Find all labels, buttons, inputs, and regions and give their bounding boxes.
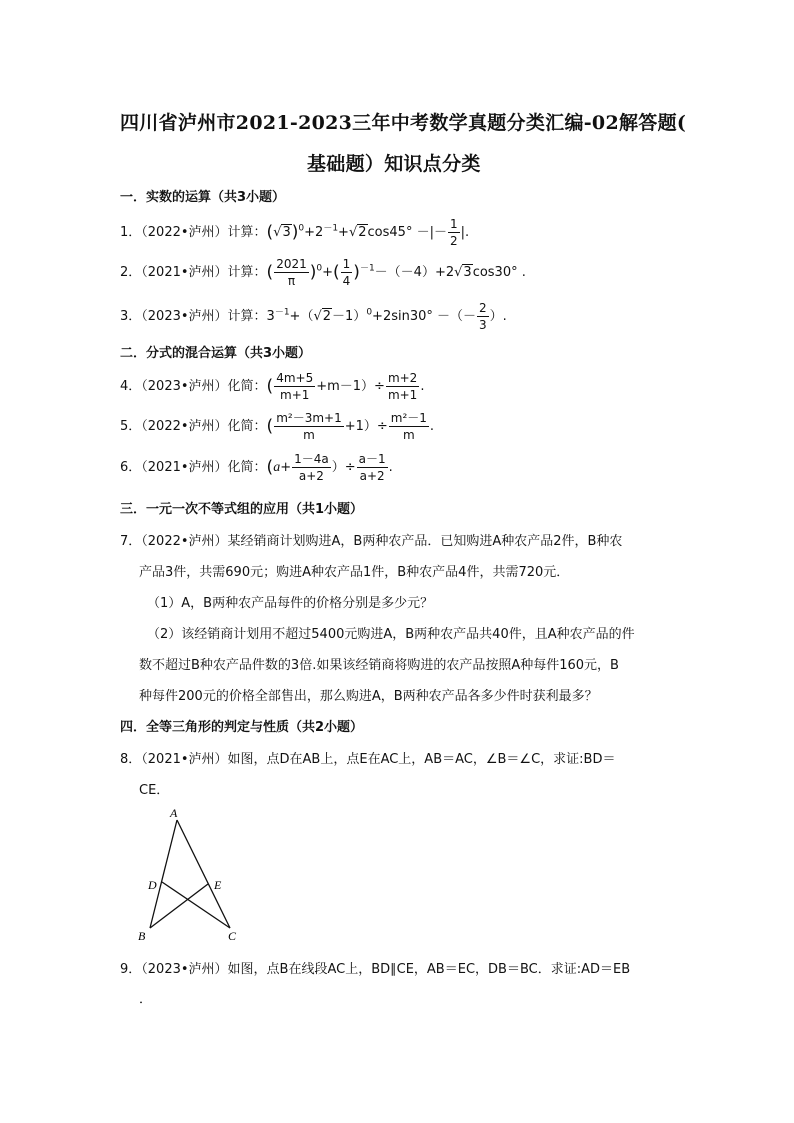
question-3: 3．（2023•泸州）计算：$3^{-1}+(√2-1)^0+2\sin 30^\circ$ －（－ $\frac{2}{3}$ ）. [120, 301, 507, 332]
question-4: 4．（2023•泸州）化简：( $\frac{4m+5}{m+1}$ +m－1）÷ $\frac{m+2}{m+1}$ . [120, 371, 425, 402]
label-E: E [214, 878, 222, 892]
label-C: C [228, 929, 237, 943]
question-8-line1: 8．（2021•泸州）如图，点D在AB上，点E在AC上，AB＝AC，∠B＝∠C，求证:BD＝ [120, 752, 616, 767]
fraction: $\frac{2}{3}$ [479, 301, 487, 332]
question-9-line2: ． [139, 992, 153, 1007]
section-heading-1: 一．实数的运算（共3小题） [120, 190, 286, 205]
fraction: $\frac{\text{m²－3m+1}}{m}$ [276, 411, 342, 442]
fraction: $\frac{2021}{\pi}$ [276, 257, 307, 288]
question-source: （2022•泸州）计算： [141, 225, 267, 240]
fraction: $\frac{4m+5}{m+1}$ [276, 371, 314, 402]
question-1: 1．（2022•泸州）计算：$(√3)^0+2^{-1}+√2\cos 45^\circ$ －|－ $\frac{1}{2}$ |. [120, 217, 470, 248]
question-6: 6．（2021•泸州）化简：(a+ $\frac{1-4a}{a+2}$ ）÷ $\frac{a-1}{a+2}$ . [120, 452, 393, 483]
question-7-part2-line3: 种每件200元的价格全部售出，那么购进A，B两种农产品各多少件时获利最多？ [139, 689, 598, 704]
segment-AC [177, 820, 230, 928]
page-title-line2: 基础题）知识点分类 [307, 153, 481, 175]
question-8-line2: CE． [139, 783, 170, 798]
fraction: $\frac{\text{m²－1}}{m}$ [390, 411, 427, 442]
fraction: $\frac{1}{4}$ [342, 257, 351, 288]
question-2: 2．（2021•泸州）计算：( $\frac{2021}{\pi}$ )$^0$+( $\frac{1}{4}$ )$^{-1}$－（－4）+2√3cos30° . [120, 257, 526, 288]
section-heading-3: 三．一元一次不等式组的应用（共1小题） [120, 502, 364, 517]
section-heading-2: 二．分式的混合运算（共3小题） [120, 346, 312, 361]
question-9-line1: 9．（2023•泸州）如图，点B在线段AC上，BD∥CE，AB＝EC，DB＝BC．求证:AD＝EB [120, 962, 631, 977]
question-5: 5．（2022•泸州）化简：( $\frac{\text{m²－3m+1}}{m}$ +1）÷ $\frac{\text{m²－1}}{m}$ . [120, 411, 435, 442]
question-7-part2-line1: （2）该经销商计划用不超过5400元购进A，B两种农产品共40件，且A种农产品的件 [147, 627, 635, 642]
triangle-figure [130, 800, 250, 948]
question-7-line2: 产品3件，共需690元；购进A种农产品1件，B种农产品4件，共需720元． [139, 565, 570, 580]
question-number: 1． [120, 225, 142, 240]
question-7-part2-line2: 数不超过B种农产品件数的3倍.如果该经销商将购进的农产品按照A种每件160元，B [139, 658, 619, 673]
segment-AB [150, 820, 177, 928]
label-A: A [170, 806, 178, 820]
fraction: $\frac{a-1}{a+2}$ [358, 452, 386, 483]
section-heading-4: 四．全等三角形的判定与性质（共2小题） [120, 720, 364, 735]
sqrt-symbol: √3 [273, 225, 291, 240]
fraction: $\frac{1}{2}$ [449, 217, 458, 248]
fraction: $\frac{m+2}{m+1}$ [387, 371, 418, 402]
question-7-part1: （1）A，B两种农产品每件的价格分别是多少元？ [147, 596, 434, 611]
question-7-line1: 7．（2022•泸州）某经销商计划购进A，B两种农产品．已知购进A种农产品2件，B种农 [120, 534, 623, 549]
label-B: B [138, 929, 146, 943]
page-title-line1: 四川省泸州市2021-2023三年中考数学真题分类汇编-02解答题( [120, 112, 687, 134]
label-D: D [148, 878, 157, 892]
fraction: $\frac{1-4a}{a+2}$ [294, 452, 329, 483]
